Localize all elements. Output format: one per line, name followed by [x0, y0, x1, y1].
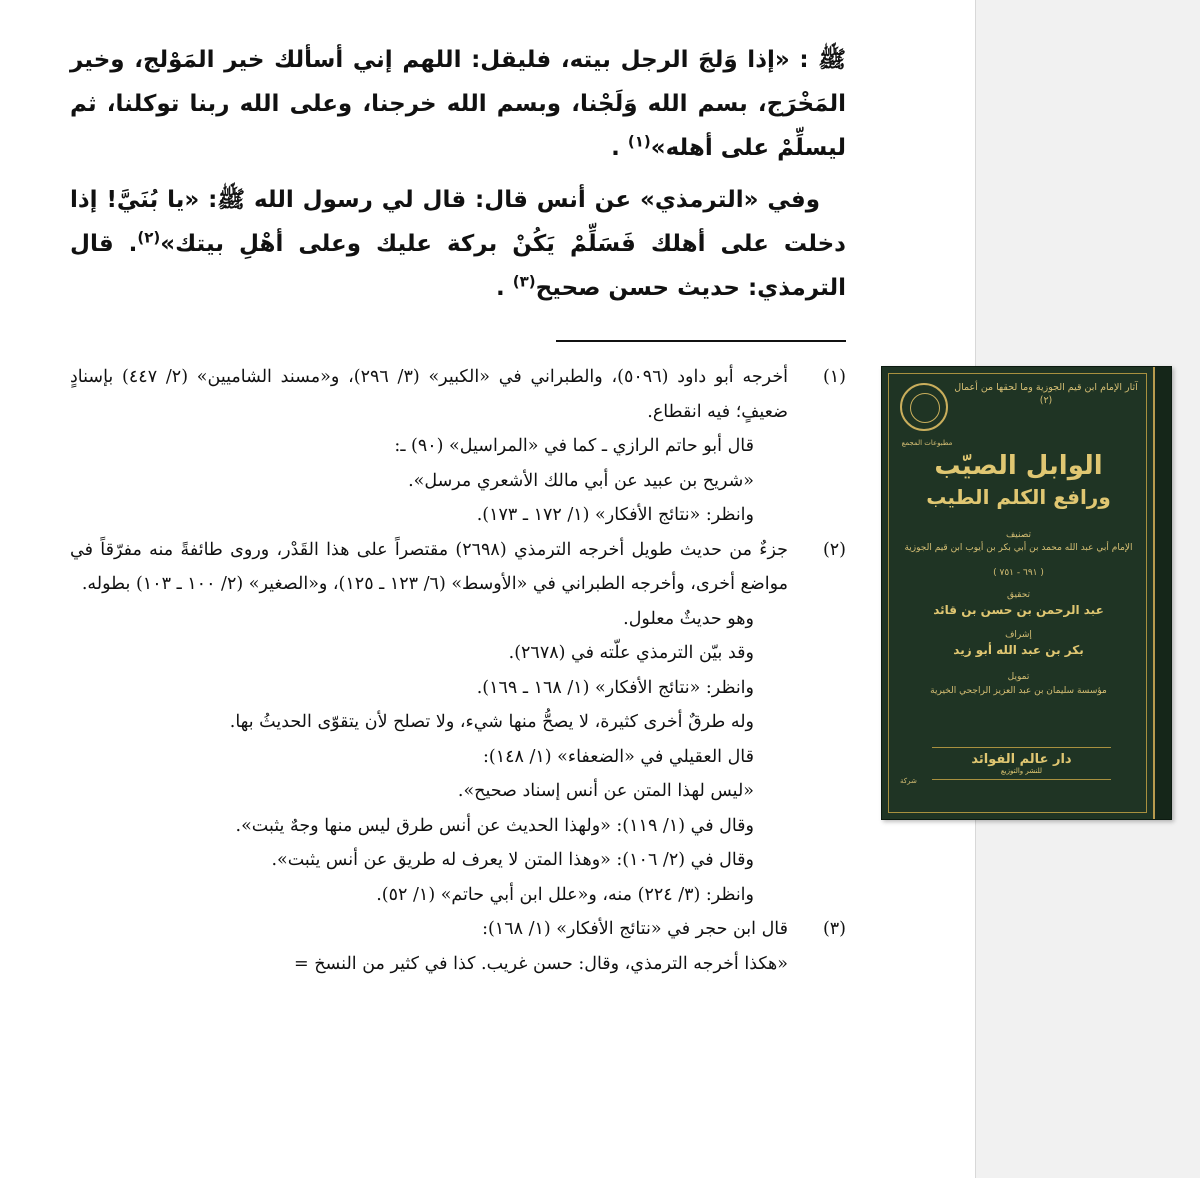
tirmidhi-grading: . قال الترمذي: حديث حسن صحيح [70, 231, 846, 301]
footnote-line: قال ابن حجر في «نتائج الأفكار» (١/ ١٦٨): [482, 919, 788, 939]
footnote-ref-3[interactable]: (٣) [512, 272, 536, 291]
footnote-ref-2[interactable]: (٢) [137, 228, 161, 247]
sentence-end: . [496, 275, 505, 301]
footnote-2 [70, 533, 846, 913]
footnote-line: «هكذا أخرجه الترمذي، وقال: حسن غريب. كذا في كثير من النسخ = [294, 953, 788, 974]
footnote-3 [70, 912, 846, 981]
footnote-line: قال العقيلي في «الضعفاء» (١/ ١٤٨): [482, 746, 754, 767]
footnote-line: وقال في (١/ ١١٩): «ولهذا الحديث عن أنس طرق ليس منها وجهٌ يثبت». [235, 815, 754, 836]
footnote-line: وهو حديثٌ معلول. [623, 608, 754, 629]
cover-subtitle: ورافع الكلم الطيب [926, 485, 1111, 509]
tirmidhi-hadith-text: وفي «الترمذي» عن أنس قال: قال لي رسول الله ﷺ: «يا بُنَيَّ! إذا دخلت على أهلك فَسَلِّمْ يَكُنْ بركة عليك وعلى أهْلِ بيتك» [70, 187, 846, 257]
main-paragraph-hadith-entering-home [70, 38, 846, 170]
footnote-number: (٢) [822, 539, 846, 560]
cover-editor-label: تحقيق [1006, 590, 1031, 600]
footnote-line: وقد بيّن الترمذي علّته في (٢٦٧٨). [508, 643, 754, 663]
main-paragraph-tirmidhi [70, 178, 846, 310]
cover-spine [1153, 367, 1171, 819]
cover-publisher: دار عالم الفوائد للنشر والتوزيع [932, 747, 1111, 780]
footnote-line: وانظر: (٣/ ٢٢٤) منه، و«علل ابن أبي حاتم» (١/ ٥٢). [376, 884, 754, 905]
sentence-end: . [611, 135, 620, 161]
footnote-line: أخرجه أبو داود (٥٠٩٦)، والطبراني في «الكبير» (٣/ ٢٩٦)، و«مسند الشاميين» (٢/ ٤٤٧) بإسنادٍ ضعيفٍ؛ فيه انقطاع. [70, 367, 788, 422]
page-text-column [70, 38, 846, 981]
seal-emblem-icon [900, 383, 948, 431]
footnote-line: وله طرقٌ أخرى كثيرة، لا يصحُّ منها شيء، ولا تصلح لأن يتقوّى الحديثُ بها. [229, 712, 754, 732]
hadith-text: ﷺ : «إذا وَلجَ الرجل بيته، فليقل: اللهم إني أسألك خير المَوْلج، وخير المَخْرَج، بسم الله وَلَجْنا، وبسم الله خرجنا، وعلى الله ربنا توكلنا، ثم ليسلِّمْ على أهله» [70, 47, 846, 161]
cover-title: الوابل الصيّب [934, 451, 1103, 481]
footnote-line: وانظر: «نتائج الأفكار» (١/ ١٦٨ ـ ١٦٩). [476, 677, 754, 698]
cover-supervisor: بكر بن عبد الله أبو زيد [953, 643, 1084, 657]
footnote-line: جزءٌ من حديث طويل أخرجه الترمذي (٢٦٩٨) مقتصراً على هذا القَدْر، وروى طائفةً منه مفرّقاً في مواضع أخرى، وأخرجه الطبراني في «الأوسط» (٦/ ١٢٣ ـ ١٢٥)، و«الصغير» (٢/ ١٠٠ ـ ١٠٣) بطوله. [70, 539, 788, 594]
cover-series: آثار الإمام ابن قيم الجوزية وما لحقها من أعمال (٢) [954, 382, 1138, 406]
footnote-ref-1[interactable]: (١) [627, 132, 651, 151]
footnote-line: وانظر: «نتائج الأفكار» (١/ ١٧٢ ـ ١٧٣). [476, 505, 754, 525]
cover-editor: عبد الرحمن بن حسن بن قائد [933, 603, 1104, 617]
cover-author-label: تصنيف [1005, 530, 1032, 540]
footnote-number: (١) [822, 367, 846, 387]
cover-series-small: مطبوعات المجمع [901, 439, 953, 447]
cover-supervisor-label: إشراف [1005, 630, 1032, 640]
footnotes [70, 360, 846, 981]
footnote-number: (٣) [822, 919, 846, 939]
footnote-line: قال أبو حاتم الرازي ـ كما في «المراسيل» (٩٠) ـ: [394, 436, 754, 456]
footnote-line: «ليس لهذا المتن عن أنس إسناد صحيح». [457, 781, 754, 801]
cover-author: الإمام أبي عبد الله محمد بن أبي بكر بن أيوب ابن قيم الجوزية [904, 543, 1133, 553]
book-cover-image [881, 366, 1172, 820]
cover-corner-mark: شركة [900, 777, 917, 785]
footnote-line: «شريح بن عبيد عن أبي مالك الأشعري مرسل». [408, 470, 754, 491]
cover-author-dates: ( ٦٩١ - ٧٥١ ) [993, 568, 1044, 578]
footnote-separator [556, 340, 846, 342]
footnote-1 [70, 360, 846, 533]
footnote-line: وقال في (٢/ ١٠٦): «وهذا المتن لا يعرف له طريق عن أنس يثبت». [271, 850, 754, 870]
cover-funder: مؤسسة سليمان بن عبد العزيز الراجحي الخيرية [930, 686, 1107, 696]
cover-funder-label: تمويل [1007, 672, 1030, 682]
